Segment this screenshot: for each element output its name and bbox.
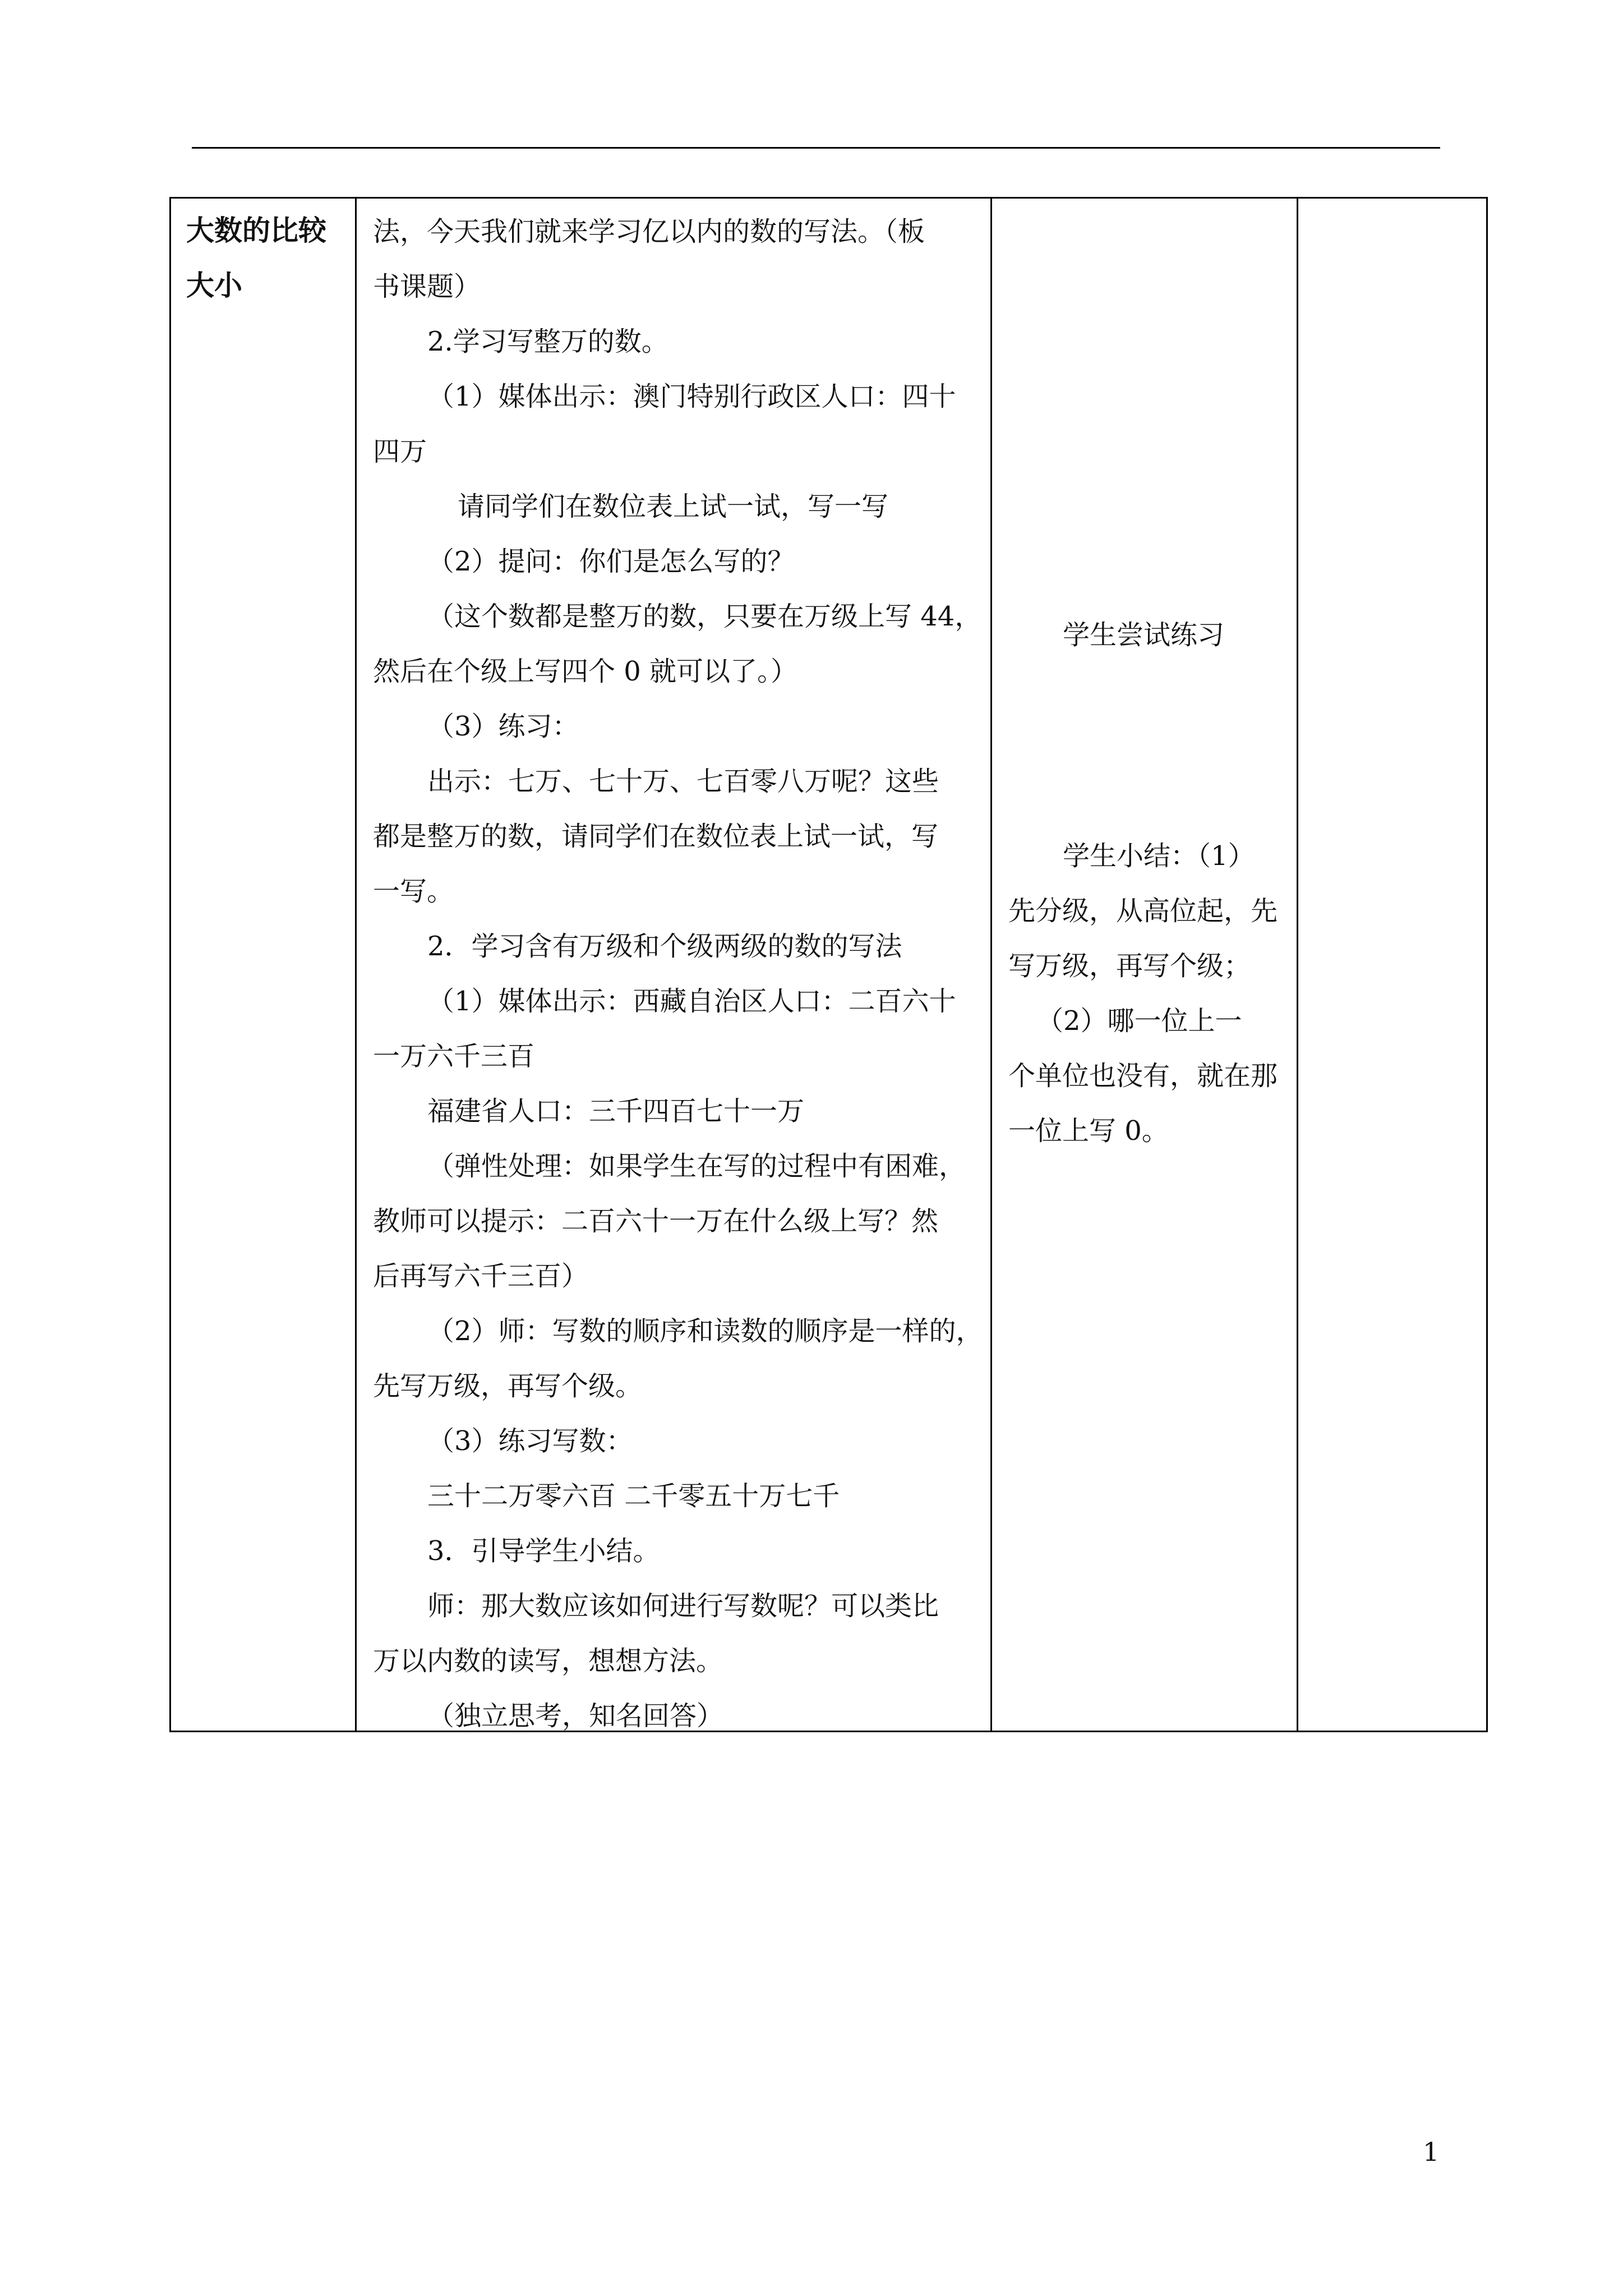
- student-text-line: 先分级，从高位起，先: [1008, 895, 1278, 927]
- process-text-line: （2）提问：你们是怎么写的？: [427, 546, 795, 577]
- process-text-line: （1）媒体出示：西藏自治区人口：二百六十: [427, 986, 956, 1017]
- process-text-line: 2.学习写整万的数。: [427, 326, 668, 357]
- process-text-line: 3．引导学生小结。: [427, 1535, 660, 1567]
- process-text-line: 出示：七万、七十万、七百零八万呢？这些: [427, 766, 939, 797]
- process-text-line: （独立思考，知名回答）: [427, 1700, 724, 1732]
- student-text-line: 个单位也没有，就在那: [1008, 1060, 1278, 1092]
- process-text-line: 四万: [373, 436, 427, 467]
- process-text-line: 都是整万的数，请同学们在数位表上试一试，写: [373, 821, 939, 852]
- topic-line: 大数的比较: [186, 214, 326, 247]
- process-text-line: 后再写六千三百）: [373, 1260, 589, 1292]
- process-text-line: 三十二万零六百 二千零五十万七千: [427, 1480, 840, 1512]
- page-number: 1: [1423, 2137, 1440, 2167]
- topic-cell: [170, 198, 356, 1732]
- student-text-line: 学生尝试练习: [1063, 619, 1225, 651]
- process-text-line: 2．学习含有万级和个级两级的数的写法: [427, 931, 902, 962]
- process-text-line: 一写。: [373, 876, 454, 907]
- process-text-line: 福建省人口：三千四百七十一万: [427, 1096, 805, 1127]
- lesson-table: [169, 197, 1488, 1732]
- notes-cell: [1298, 198, 1487, 1732]
- process-text-line: （这个数都是整万的数，只要在万级上写 44，: [427, 601, 982, 632]
- process-text-line: （3）练习写数：: [427, 1425, 633, 1457]
- topic-line: 大小: [186, 269, 242, 302]
- process-text-line: （3）练习：: [427, 711, 579, 742]
- process-text-line: 法，今天我们就来学习亿以内的数的写法。（板: [373, 216, 925, 247]
- teaching-process-cell: [356, 198, 992, 1732]
- process-text-line: 万以内数的读写，想想方法。: [373, 1645, 723, 1677]
- table-row: [170, 198, 1487, 1732]
- student-text-line: 写万级，再写个级；: [1008, 950, 1251, 982]
- student-text-line: 一位上写 0。: [1008, 1115, 1169, 1147]
- student-activity-cell: [992, 198, 1298, 1732]
- student-text-line: （2）哪一位上一: [1036, 1005, 1242, 1037]
- header-rule: [192, 147, 1440, 149]
- process-text-line: 请同学们在数位表上试一试，写一写: [458, 491, 889, 522]
- process-text-line: 教师可以提示：二百六十一万在什么级上写？然: [373, 1205, 939, 1237]
- process-text-line: 然后在个级上写四个 0 就可以了。）: [373, 656, 798, 687]
- process-text-line: 书课题）: [373, 271, 481, 302]
- process-text-line: 一万六千三百: [373, 1041, 535, 1072]
- student-text-line: 学生小结：（1）: [1063, 840, 1255, 872]
- process-text-line: 师：那大数应该如何进行写数呢？可以类比: [427, 1590, 939, 1622]
- process-text-line: 先写万级，再写个级。: [373, 1370, 643, 1402]
- process-text-line: （弹性处理：如果学生在写的过程中有困难，: [427, 1151, 966, 1182]
- process-text-line: （2）师：写数的顺序和读数的顺序是一样的，: [427, 1315, 983, 1347]
- process-text-line: （1）媒体出示：澳门特别行政区人口：四十: [427, 381, 956, 412]
